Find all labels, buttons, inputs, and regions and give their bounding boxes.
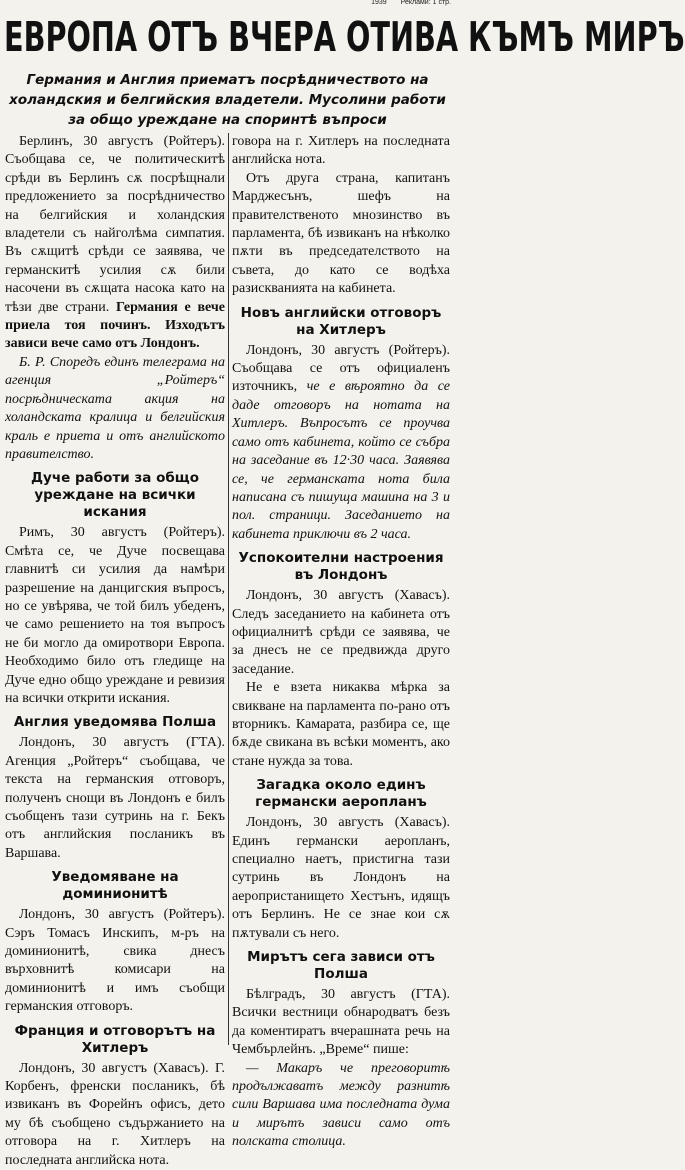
lead-bold-text: Германия е вече приела тоя починъ. Изходътъ зависи вече само отъ Лондонъ.	[5, 299, 226, 352]
right-column	[232, 133, 451, 1150]
new-reply-italic: че е вѣроятно да се даде отговоръ на нотата на Хитлеръ. Въпросътъ се проучва само отъ кабинета, който се събра на заседание въ 12·30 часа. Заявява се, че германската нота била написана съ пишуща машина на 3 и пол. страници. Заседанието на кабинета приключи въ 2 часа.	[232, 379, 451, 542]
section-body-calm-london-2: Не е взета никаква мѣрка за свикване на парламента по-рано отъ вторникъ. Камарата, разбира се, ще бѫде свикана въ всѣки моментъ, ако стане нужда за това.	[232, 680, 450, 769]
section-title-duce: Дуче работи за общо уреждане на всички искания	[31, 470, 199, 521]
top-strip	[0, 0, 455, 5]
subheadline: Германия и Англия приематъ посрѣдничеството на холандския и белгийския владетели. Мусолини работи за общо уреждане на споринтѣ въпроси	[9, 72, 446, 128]
section-title-airplane: Загадка около единъ германски аеропланъ	[255, 777, 427, 811]
section-body-new-reply	[232, 342, 450, 544]
top-strip-left: 1939	[371, 0, 387, 6]
margesson-paragraph: Отъ друга страна, капитанъ Марджесънъ, шефъ на правителственото мнозинство въ парламента, бѣ извиканъ на нѣколко пѫти въ председателството на съвета, до като се водѣха разискванията на кабинета.	[232, 170, 450, 297]
editorial-note: Б. Р. Споредъ единъ телеграма на агенция „Ройтеръ“ посрѣдническата акция на холандската кралица и белгийския краль е приета и отъ английското правителство.	[5, 354, 225, 462]
section-title-peace-poland: Мирътъ сега зависи отъ Полша	[247, 949, 435, 983]
section-title-calm-london: Успокоителни настроения въ Лондонъ	[238, 550, 444, 584]
section-title-new-reply: Новъ английски отговоръ на Хитлеръ	[240, 304, 442, 338]
section-body-england-poland: Лондонъ, 30 августъ (ГТА). Агенция „Ройтеръ“ съобщава, че текста на германския отговоръ, полученъ снощи въ Лондонъ е билъ съобщенъ тази сутринь на г. Бекъ отъ английския посланикъ въ Варшава.	[5, 735, 225, 861]
section-title-france: Франция и отговорътъ на Хитлеръ	[14, 1022, 216, 1056]
section-body-dominions: Лондонъ, 30 августъ (Ройтеръ). Сэръ Томасъ Инскипъ, м-ръ на доминионитѣ, свика днесъ върховнитѣ комисари на доминионитѣ и имъ съобщи германския отговоръ.	[5, 907, 225, 1015]
top-strip-right: Реклами: 1 стр.	[400, 0, 451, 6]
headline: ЕВРОПА ОТЪ ВЧЕРА ОТИВА КЪМЪ МИРЪ	[4, 13, 685, 61]
section-body-calm-london-1: Лондонъ, 30 августъ (Хавасъ). Следъ заседанието на кабинета отъ официалнитѣ срѣди се заявява, че за днесъ не се предвижда друго заседание.	[232, 588, 450, 677]
section-title-england-poland: Англия уведомява Полша	[13, 714, 217, 731]
section-body-france: Лондонъ, 30 августъ (Хавасъ). Г. Корбенъ, френски посланикъ, бѣ извиканъ въ Форейнъ офисъ, дето му бѣ съобщено съдържанието на отговора на г. Хитлеръ на последната английска нота.	[5, 1060, 225, 1168]
section-body-duce: Римъ, 30 августъ (Ройтеръ). Смѣта се, че Дуче посвещава главнитѣ си усилия да намѣри разрешение на данцигския въпросъ, но се увѣрява, че той билъ убеденъ, че само решението на тоя въпросъ не би могло да омиротвори Европа. Необходимо било отъ гледище на Дуче едно общо уреждане и ревизия на всички открити искания.	[5, 525, 225, 706]
section-body-peace-poland: Бѣлградъ, 30 августъ (ГТА). Всички вестници обнародватъ безъ да коментиратъ вчерашната речь на Чембърлейнъ. „Време“ пише:	[232, 987, 450, 1058]
column-divider	[228, 133, 229, 1045]
section-body-airplane: Лондонъ, 30 августъ (Хавасъ). Единъ германски аеропланъ, специално наетъ, пристигна тази сутринь въ Лондонъ на аеропристанището Хестънъ, идящъ отъ Берлинъ. Не се знае кои сѫ пѫтували съ него.	[232, 815, 450, 941]
lead-paragraph	[5, 133, 225, 354]
left-column	[5, 133, 226, 1168]
section-quote-peace-poland: — Макаръ че преговоритѣ продължаватъ между разнитѣ сили Варшава има последната дума и мирътъ зависи само отъ полската столица.	[232, 1060, 450, 1150]
lead-text: Берлинъ, 30 августъ (Ройтеръ). Съобщава се, че политическитѣ срѣди въ Берлинъ сѫ посрѣщнали предложението за посрѣдничество на белгийския и холандския владетели съ найголѣма симпатия. Въ сѫщитѣ срѣди се заявява, че германскитѣ усилия сѫ били насочени въ сѫщата насока като на тѣзи две страни.	[5, 134, 225, 315]
section-title-dominions: Уведомяване на доминионитѣ	[51, 869, 179, 903]
new-reply-plain: Лондонъ, 30 августъ (Ройтеръ). Съобщава се отъ официаленъ източникъ,	[232, 342, 450, 395]
continued-paragraph: говора на г. Хитлеръ на последната английска нота.	[232, 134, 450, 168]
